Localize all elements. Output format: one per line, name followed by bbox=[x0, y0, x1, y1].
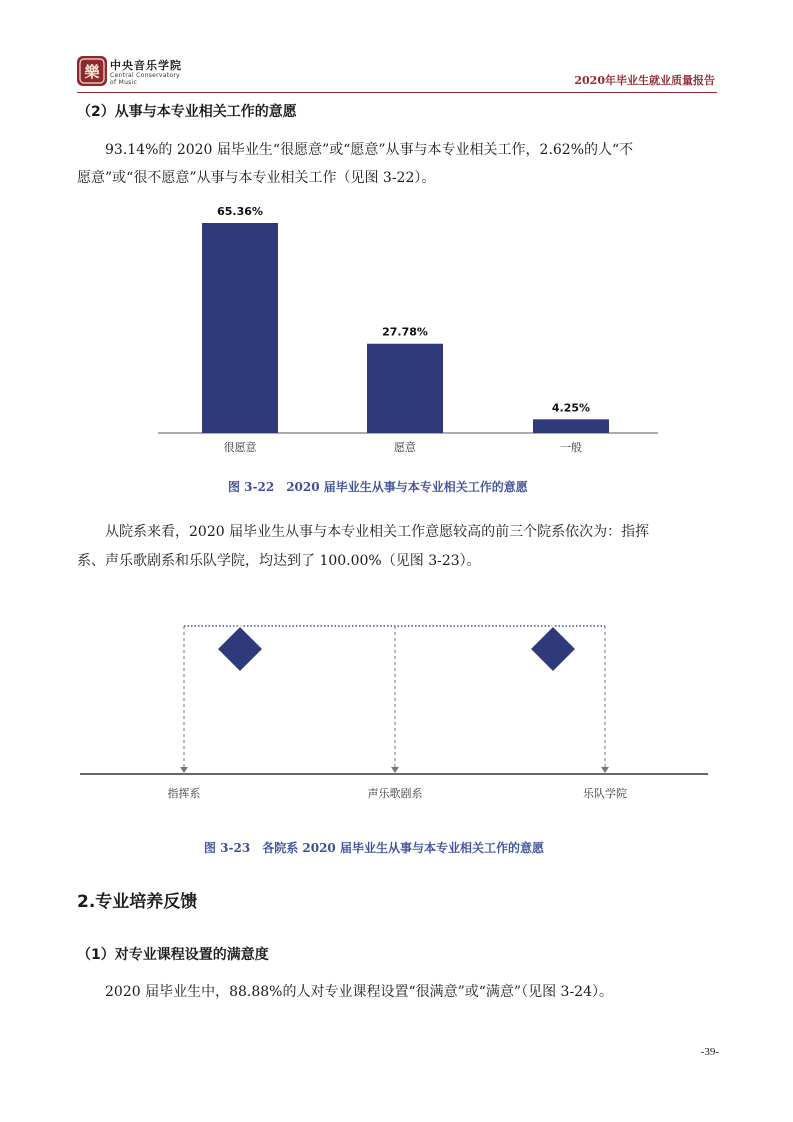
svg-text:樂: 樂 bbox=[84, 63, 100, 81]
section-heading-willingness: （2）从事与本专业相关工作的意愿 bbox=[77, 104, 297, 120]
paragraph-line: 愿意”或“很不愿意”从事与本专业相关工作（见图 3-22）。 bbox=[77, 170, 436, 186]
logo-english-line-2: of Music bbox=[110, 79, 138, 86]
paragraph-line: 93.14%的 2020 届毕业生“很愿意”或“愿意”从事与本专业相关工作，2.62%的人“不 bbox=[105, 142, 634, 158]
subsection-heading-curriculum: （1）对专业课程设置的满意度 bbox=[77, 947, 269, 963]
logo-chinese-name: 中央音乐学院 bbox=[110, 59, 182, 72]
drop-line-arrow bbox=[180, 767, 188, 773]
paragraph-line: 从院系来看，2020 届毕业生从事与本专业相关工作意愿较高的前三个院系依次为：指挥 bbox=[105, 524, 650, 540]
data-label: 27.78% bbox=[382, 325, 428, 339]
report-title: 2020年毕业生就业质量报告 bbox=[574, 74, 715, 87]
paragraph-line: 2020 届毕业生中，88.88%的人对专业课程设置“很满意”或“满意”（见图 3-24）。 bbox=[105, 984, 613, 1000]
diamond-marker bbox=[530, 626, 576, 672]
drop-line-arrow bbox=[601, 767, 609, 773]
diamond-marker bbox=[217, 626, 263, 672]
x-tick-label: 很愿意 bbox=[223, 441, 257, 454]
section-heading-training-feedback: 2.专业培养反馈 bbox=[77, 892, 198, 912]
x-tick-label: 声乐歌剧系 bbox=[367, 787, 423, 800]
paragraph-line: 系、声乐歌剧系和乐队学院，均达到了 100.00%（见图 3-23）。 bbox=[77, 553, 481, 569]
page-number: -39- bbox=[700, 1046, 719, 1058]
data-label: 65.36% bbox=[217, 205, 263, 218]
x-tick-label: 愿意 bbox=[394, 441, 416, 454]
x-tick-label: 乐队学院 bbox=[583, 787, 627, 800]
data-label: 4.25% bbox=[551, 401, 591, 415]
figure-caption-3-22: 图 3-22 2020 届毕业生从事与本专业相关工作的意愿 bbox=[228, 480, 528, 494]
figure-caption-3-23: 图 3-23 各院系 2020 届毕业生从事与本专业相关工作的意愿 bbox=[204, 841, 544, 855]
logo-english-line-1: Central Conservatory bbox=[110, 72, 180, 79]
drop-line-arrow bbox=[391, 767, 399, 773]
x-tick-label: 一般 bbox=[560, 441, 582, 454]
x-tick-label: 指挥系 bbox=[167, 787, 201, 800]
